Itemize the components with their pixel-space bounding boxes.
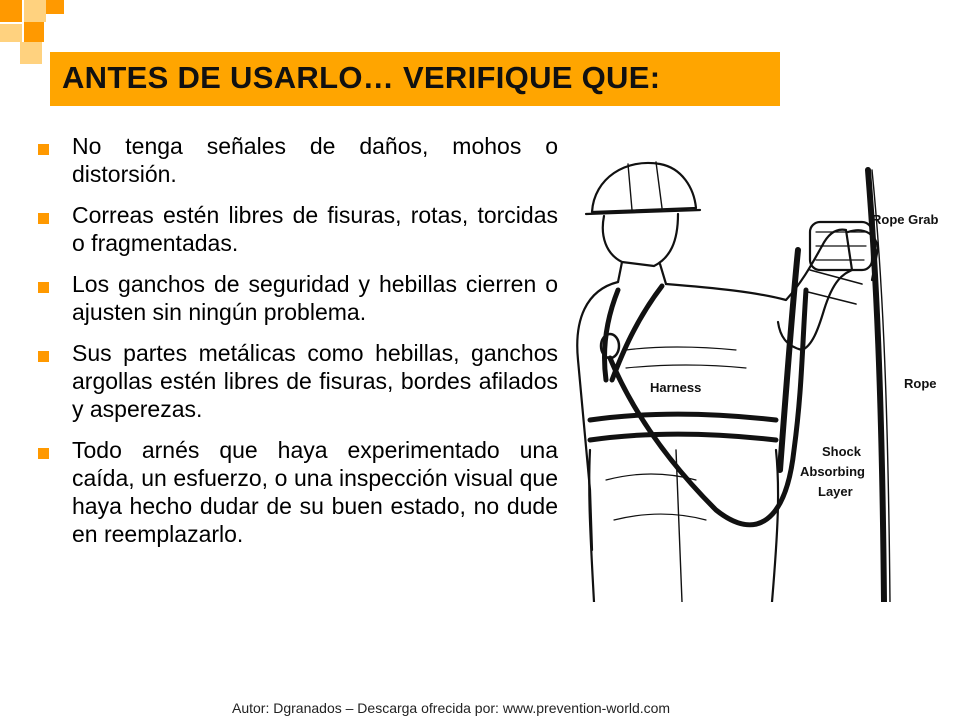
list-item xyxy=(38,270,558,326)
label-rope: Rope xyxy=(904,376,937,391)
square-bullet-icon xyxy=(38,213,49,224)
list-item xyxy=(38,436,558,548)
list-item xyxy=(38,339,558,423)
decor-square xyxy=(46,0,64,14)
list-item-text: Sus partes metálicas como hebillas, ganchos argollas estén libres de fisuras, bordes afilados y asperezas. xyxy=(72,340,558,422)
square-bullet-icon xyxy=(38,144,49,155)
list-item-text: No tenga señales de daños, mohos o distorsión. xyxy=(72,133,558,187)
label-shock-line3: Layer xyxy=(818,484,853,499)
list-item-text: Correas estén libres de fisuras, rotas, torcidas o fragmentadas. xyxy=(72,202,558,256)
label-shock-line1: Shock xyxy=(822,444,862,459)
decor-square xyxy=(20,42,42,64)
slide-title: ANTES DE USARLO… VERIFIQUE QUE: xyxy=(62,60,661,95)
square-bullet-icon xyxy=(38,351,49,362)
decor-square xyxy=(24,0,46,22)
decor-square xyxy=(24,22,44,42)
decor-square xyxy=(0,24,22,42)
list-item xyxy=(38,201,558,257)
footer-credit: Autor: Dgranados – Descarga ofrecida por: www.prevention-world.com xyxy=(232,700,671,716)
harness-illustration xyxy=(566,150,960,602)
checklist xyxy=(38,132,558,561)
list-item xyxy=(38,132,558,188)
list-item-text: Los ganchos de seguridad y hebillas cierren o ajusten sin ningún problema. xyxy=(72,271,558,325)
decor-square xyxy=(0,0,22,22)
square-bullet-icon xyxy=(38,448,49,459)
label-rope-grab: Rope Grab xyxy=(872,212,939,227)
label-shock-line2: Absorbing xyxy=(800,464,865,479)
square-bullet-icon xyxy=(38,282,49,293)
list-item-text: Todo arnés que haya experimentado una caída, un esfuerzo, o una inspección visual que haya hecho dudar de su buen estado, no dude en reemplazarlo. xyxy=(72,437,558,547)
label-harness: Harness xyxy=(650,380,702,395)
